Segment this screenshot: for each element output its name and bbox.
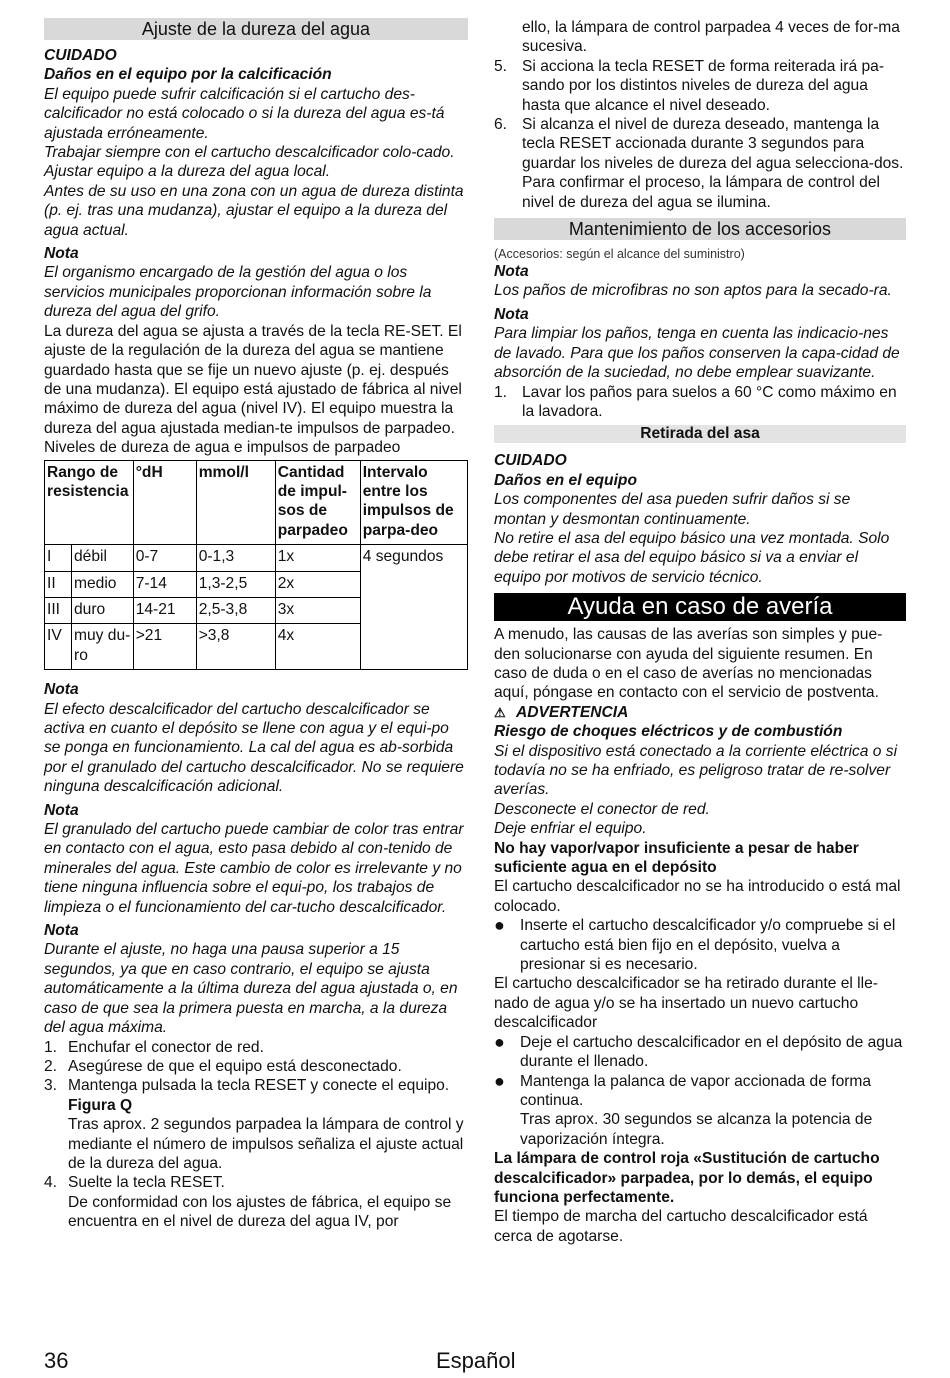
- cell-dh: 0-7: [133, 545, 196, 571]
- warning-triangle-icon: ⚠: [494, 704, 506, 720]
- caution-line: Antes de su uso en una zona con un agua de dureza distinta (p. ej. tras una mudanza), ajustar el equipo a la dureza del agua actual.: [44, 182, 464, 239]
- hardness-table: [44, 460, 468, 671]
- cell-level: I: [45, 545, 72, 571]
- cell-count: 4x: [275, 624, 360, 670]
- cell-level: II: [45, 571, 72, 597]
- warning-label-row: [494, 703, 906, 722]
- step-number: 4.: [44, 1174, 58, 1192]
- paragraph-reset: La dureza del agua se ajusta a través de la tecla RE-SET. El ajuste de la regulación de la dureza del agua se mantiene guardado hasta que se fije un nuevo ajuste (p. ej. después de una mudanza). El equipo está ajustado de fábrica al nivel máximo de dureza del agua (nivel IV). El equipo muestra la dureza del agua ajustada median-te impulsos de parpadeo.: [44, 322, 462, 437]
- cell-name: duro: [72, 597, 134, 623]
- cell-dh: 14-21: [133, 597, 196, 623]
- warning-heading: Riesgo de choques eléctricos y de combustión: [494, 723, 843, 741]
- footer-language: Español: [436, 1348, 516, 1373]
- warning-text: Desconecte el conector de red.: [494, 800, 710, 818]
- step-number: 3.: [44, 1077, 58, 1095]
- caution-label: CUIDADO: [494, 452, 567, 470]
- list-item: [44, 1173, 468, 1231]
- caution-text: Los componentes del asa pueden sufrir daños si se montan y desmontan continuamente.: [494, 491, 851, 528]
- note-label: Nota: [44, 922, 79, 940]
- continued-text: ello, la lámpara de control parpadea 4 veces de for-ma sucesiva.: [522, 19, 900, 56]
- note-text: Durante el ajuste, no haga una pausa superior a 15 segundos, ya que en caso contrario, el equipo se ajusta automáticamente a la última dureza del agua ajustada o, en caso de que sea la primera puesta en marcha, a la dureza del agua máxima.: [44, 941, 458, 1037]
- section-title-water-hardness: Ajuste de la dureza del agua: [44, 18, 468, 40]
- note-label: Nota: [44, 681, 79, 699]
- step-text: Mantenga pulsada la tecla RESET y conecte el equipo.: [68, 1077, 450, 1095]
- fault-text: El tiempo de marcha del cartucho descalcificador está cerca de agotarse.: [494, 1208, 868, 1245]
- cell-count: 3x: [275, 597, 360, 623]
- cell-name: débil: [72, 545, 134, 571]
- cell-name: medio: [72, 571, 134, 597]
- caution-line: Trabajar siempre con el cartucho descalcificador colo-cado.: [44, 144, 455, 162]
- warning-text: Deje enfriar el equipo.: [494, 820, 647, 838]
- cell-mmol: >3,8: [196, 624, 275, 670]
- step-extra: De conformidad con los ajustes de fábrica, el equipo se encuentra en el nivel de dureza del agua IV, por: [68, 1193, 452, 1231]
- cell-dh: >21: [133, 624, 196, 670]
- step-text: Asegúrese de que el equipo está desconectado.: [68, 1057, 402, 1075]
- bullet-icon: ●: [494, 1031, 505, 1052]
- list-item: [44, 1057, 468, 1076]
- cell-level: III: [45, 597, 72, 623]
- step-number: 5.: [494, 57, 508, 75]
- warning-label: ADVERTENCIA: [516, 703, 629, 721]
- bullet-text: Deje el cartucho descalcificador en el depósito de agua durante el llenado.: [520, 1033, 903, 1071]
- fault-title: La lámpara de control roja «Sustitución de cartucho descalcificador» parpadea, por lo demás, el equipo funciona perfectamente.: [494, 1150, 880, 1206]
- step-number: 2.: [44, 1057, 58, 1075]
- header-mmol: mmol/l: [196, 460, 275, 545]
- note-label: Nota: [44, 245, 79, 263]
- figure-reference: Figura Q: [68, 1096, 133, 1114]
- step-text: Lavar los paños para suelos a 60 °C como máximo en la lavadora.: [522, 383, 897, 420]
- section-title-accessories: Mantenimiento de los accesorios: [494, 218, 906, 240]
- step-text: Si alcanza el nivel de dureza deseado, mantenga la tecla RESET accionada durante 3 segundos para guardar los niveles de dureza del agua selecciona-dos.: [522, 116, 904, 172]
- bullet-icon: ●: [494, 915, 505, 936]
- caution-heading: Daños en el equipo por la calcificación: [44, 66, 332, 84]
- cell-name: muy du-ro: [72, 624, 134, 670]
- step-extra: Para confirmar el proceso, la lámpara de control del nivel de dureza del agua se ilumina.: [522, 174, 880, 211]
- caution-line: Ajustar equipo a la dureza del agua local.: [44, 163, 331, 181]
- warning-text: Si el dispositivo está conectado a la corriente eléctrica o si todavía no se ha enfriado, es peligroso tratar de re-solver averías.: [494, 742, 898, 799]
- caution-label: CUIDADO: [44, 47, 117, 64]
- note-text: El efecto descalcificador del cartucho descalcificador se activa en cuanto el depósito se llene con agua y el equi-po se ponga en funcionamiento. La cal del agua es ab-sorbida por el granulado del cartucho descalcificador. No se requiere ninguna descalcificación adicional.: [44, 700, 464, 796]
- list-item: [494, 1072, 906, 1150]
- cell-count: 2x: [275, 571, 360, 597]
- bullet-icon: ●: [494, 1070, 505, 1091]
- list-item: [494, 115, 906, 212]
- note-label: Nota: [494, 263, 529, 281]
- fault-title: No hay vapor/vapor insuficiente a pesar de haber suficiente agua en el depósito: [494, 839, 859, 877]
- accessories-scope: (Accesorios: según el alcance del suministro): [494, 247, 745, 262]
- note-label: Nota: [494, 305, 529, 323]
- note-text: Para limpiar los paños, tenga en cuenta las indicacio-nes de lavado. Para que los paños conserven la capa-cidad de absorción de la suciedad, no debe emplear suavizante.: [494, 325, 900, 382]
- step-text: Enchufar el conector de red.: [68, 1038, 264, 1056]
- bullet-text: Inserte el cartucho descalcificador y/o compruebe si el cartucho está bien fijo en el depósito, vuelva a presionar si es necesario.: [520, 917, 896, 974]
- list-item: [494, 383, 906, 422]
- header-count: Cantidad de impul-sos de parpadeo: [275, 460, 360, 545]
- cell-mmol: 0-1,3: [196, 545, 275, 571]
- subsection-title-handle: Retirada del asa: [494, 425, 906, 443]
- cell-interval: 4 segundos: [360, 545, 467, 670]
- list-item: [44, 1038, 468, 1057]
- list-item: [494, 1033, 906, 1072]
- table-header-row: [45, 460, 468, 545]
- note-text: El granulado del cartucho puede cambiar de color tras entrar en contacto con el agua, esto pasa debido al con-tenido de minerales del agua. Este cambio de color es irrelevante y no tiene ninguna influencia sobre el equi-po, los trabajos de limpieza o el funcionamiento del car-tucho descalcificador.: [44, 821, 464, 916]
- step-number: 6.: [494, 116, 508, 134]
- table-row: [45, 545, 468, 571]
- caution-line: El equipo puede sufrir calcificación si el cartucho des-calcificador no está colocado o si la dureza del agua es-tá ajustada erróneamente.: [44, 85, 445, 142]
- step-number: 1.: [494, 383, 508, 401]
- caution-text: No retire el asa del equipo básico una vez montada. Solo debe retirar el asa del equipo básico si va a enviar el equipo por motivos de servicio técnico.: [494, 529, 890, 586]
- step-number: 1.: [44, 1038, 58, 1056]
- bullet-extra: Tras aprox. 30 segundos se alcanza la potencia de vaporización íntegra.: [520, 1111, 873, 1148]
- cell-level: IV: [45, 624, 72, 670]
- header-range: Rango de resistencia: [45, 460, 134, 545]
- step-extra: Tras aprox. 2 segundos parpadea la lámpara de control y mediante el número de impulsos señaliza el ajuste actual de la dureza del agua.: [68, 1116, 464, 1172]
- caution-heading: Daños en el equipo: [494, 471, 637, 489]
- header-interval: Intervalo entre los impulsos de parpa-deo: [360, 460, 467, 545]
- page-number: 36: [44, 1348, 69, 1373]
- step-text: Si acciona la tecla RESET de forma reiterada irá pa-sando por los distintos niveles de dureza del agua hasta que alcance el nivel deseado.: [522, 57, 885, 114]
- fault-cause: El cartucho descalcificador se ha retirado durante el lle-nado de agua y/o se ha insertado un nuevo cartucho descalcificador: [494, 975, 878, 1032]
- list-item: [44, 1076, 468, 1173]
- fault-cause: El cartucho descalcificador no se ha introducido o está mal colocado.: [494, 878, 901, 915]
- right-column: [494, 18, 906, 1246]
- cell-dh: 7-14: [133, 571, 196, 597]
- note-text: Los paños de microfibras no son aptos para la secado-ra.: [494, 282, 892, 300]
- note-label: Nota: [44, 801, 79, 819]
- bullet-text: Mantenga la palanca de vapor accionada de forma continua.: [520, 1072, 872, 1109]
- help-intro: A menudo, las causas de las averías son simples y pue-den solucionarse con ayuda del siguiente resumen. En caso de duda o en el caso de averías no mencionadas aquí, póngase en contacto con el servicio de postventa.: [494, 626, 883, 702]
- table-caption: Niveles de dureza de agua e impulsos de parpadeo: [44, 439, 401, 457]
- note-text: El organismo encargado de la gestión del agua o los servicios municipales proporcionan información sobre la dureza del agua del grifo.: [44, 264, 432, 321]
- cell-mmol: 1,3-2,5: [196, 571, 275, 597]
- cell-mmol: 2,5-3,8: [196, 597, 275, 623]
- cell-count: 1x: [275, 545, 360, 571]
- header-dh: °dH: [133, 460, 196, 545]
- list-item: [494, 57, 906, 115]
- step-text: Suelte la tecla RESET.: [68, 1174, 225, 1192]
- left-column: [44, 18, 468, 1232]
- list-item: [494, 916, 906, 974]
- chapter-title-troubleshooting: Ayuda en caso de avería: [494, 593, 906, 621]
